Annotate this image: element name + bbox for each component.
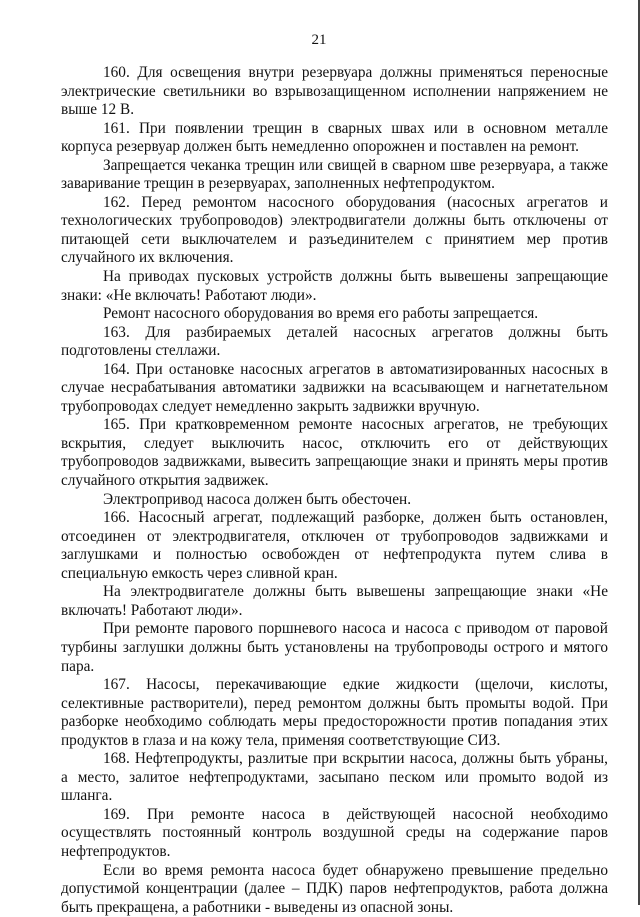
page-number: 21 bbox=[311, 32, 327, 48]
paragraph-162-signs: На приводах пусковых устройств должны быть вывешены запрещающие знаки: «Не включать! Работают люди». bbox=[61, 268, 608, 304]
paragraph-160: 160. Для освещения внутри резервуара должны применяться переносные электрические светильники во взрывозащищенном исполнении напряжением не выше 12 В. bbox=[61, 64, 608, 119]
paragraph-161: 161. При появлении трещин в сварных швах или в основном металле корпуса резервуар должен быть немедленно опорожнен и поставлен на ремонт. bbox=[61, 119, 608, 156]
paragraph-162: 162. Перед ремонтом насосного оборудования (насосных агрегатов и технологических трубопроводов) электродвигатели должны быть отключены от питающей сети выключателем и разъединителем с принятием мер против случайного их включения. bbox=[61, 193, 608, 267]
paragraph-167: 167. Насосы, перекачивающие едкие жидкости (щелочи, кислоты, селективные растворители), перед ремонтом должны быть промыты водой. При разборке необходимо соблюдать меры предосторожности против попадания этих продуктов в глаза и на кожу тела, применяя соответствующие СИЗ. bbox=[61, 676, 608, 749]
paragraph-166-steam-pump: При ремонте парового поршневого насоса и насоса с приводом от паровой турбины заглушки должны быть установлены на трубопроводы острого и мятого пара. bbox=[61, 620, 608, 675]
paragraph-169-pdk: Если во время ремонта насоса будет обнаружено превышение предельно допустимой концентрации (далее – ПДК) паров нефтепродуктов, работа должна быть прекращена, а работники - выведены из опасной зоны. bbox=[61, 861, 608, 916]
paragraph-169: 169. При ремонте насоса в действующей насосной необходимо осуществлять постоянный контроль воздушной среды на содержание паров нефтепродуктов. bbox=[61, 805, 608, 860]
paragraph-164: 164. При остановке насосных агрегатов в автоматизированных насосных в случае несрабатывания автоматики задвижки на всасывающем и нагнетательном трубопроводах следует немедленно закрыть задвижки вручную. bbox=[61, 360, 608, 415]
paragraph-163: 163. Для разбираемых деталей насосных агрегатов должны быть подготовлены стеллажи. bbox=[61, 323, 608, 360]
document-body bbox=[61, 64, 608, 917]
paragraph-165-power: Электропривод насоса должен быть обесточен. bbox=[103, 490, 412, 508]
paragraph-165: 165. При кратковременном ремонте насосных агрегатов, не требующих вскрытия, следует выключить насос, отключить его от действующих трубопроводов задвижками, вывесить запрещающие знаки и принять меры против случайного открытия задвижек. bbox=[61, 416, 608, 490]
paragraph-161-prohibition: Запрещается чеканка трещин или свищей в сварном шве резервуара, а также заваривание трещин в резервуарах, заполненных нефтепродуктом. bbox=[61, 156, 608, 193]
paragraph-166-signs: На электродвигателе должны быть вывешены запрещающие знаки «Не включать! Работают люди». bbox=[61, 583, 608, 619]
paragraph-168: 168. Нефтепродукты, разлитые при вскрытии насоса, должны быть убраны, а место, залитое нефтепродуктами, засыпано песком или промыто водой из шланга. bbox=[61, 750, 608, 805]
paragraph-162-prohibition: Ремонт насосного оборудования во время его работы запрещается. bbox=[103, 305, 539, 323]
paragraph-166: 166. Насосный агрегат, подлежащий разборке, должен быть остановлен, отсоединен от электродвигателя, отключен от трубопроводов задвижками и заглушками и полностью освобожден от нефтепродукта путем слива в специальную емкость через сливной кран. bbox=[61, 509, 608, 582]
